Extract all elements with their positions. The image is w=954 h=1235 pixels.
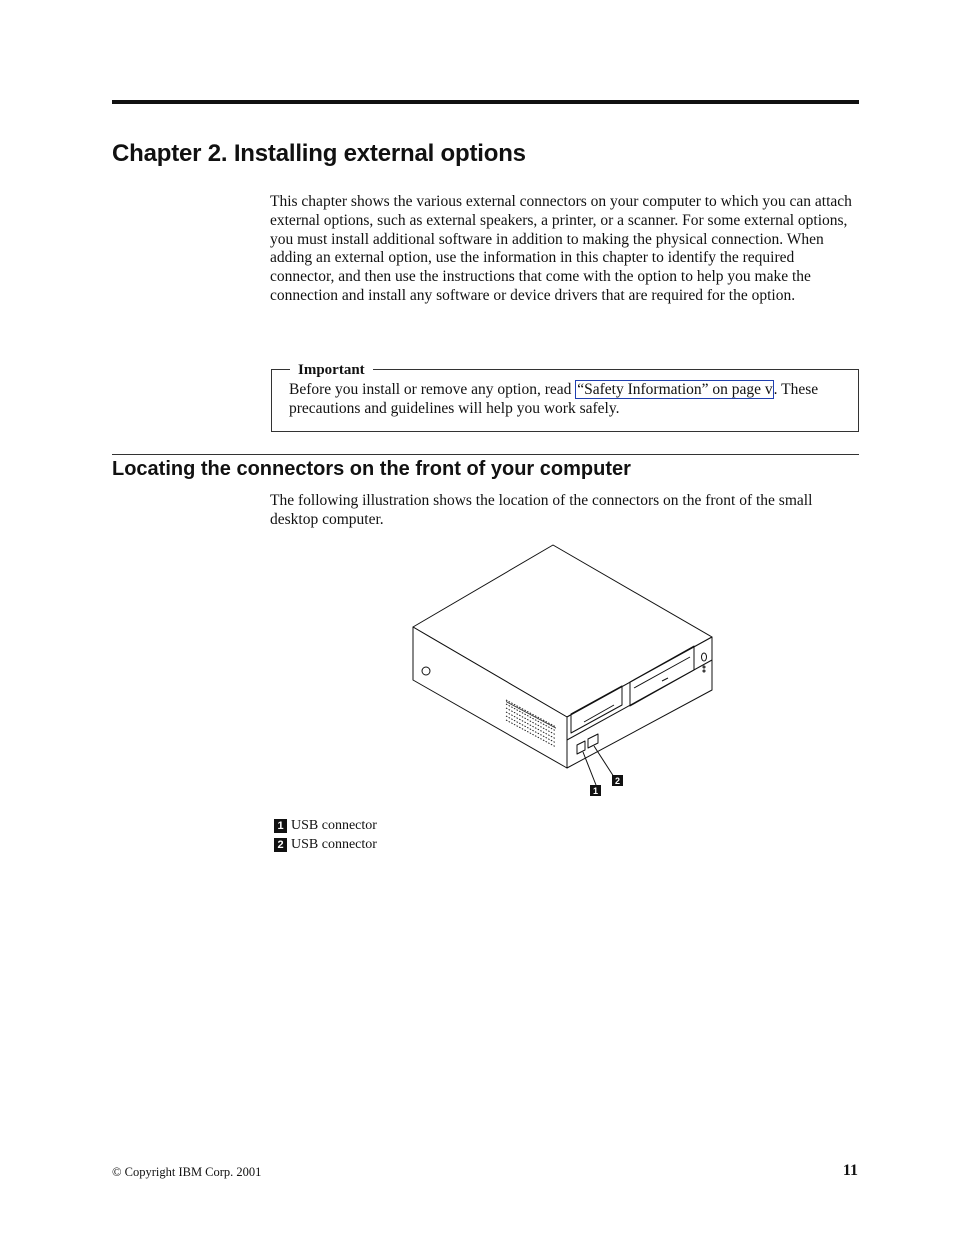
important-label: Important — [290, 361, 373, 379]
section-text: The following illustration shows the location of the connectors on the front of the small desktop computer. — [270, 492, 813, 528]
svg-text:1: 1 — [592, 786, 599, 796]
legend-label: USB connector — [291, 837, 377, 852]
important-text — [289, 381, 849, 419]
legend-number: 1 — [274, 819, 287, 833]
chapter-intro: This chapter shows the various external connectors on your computer to which you can attach external options, such as external speakers, a printer, or a scanner. For some external options, you must install additional software in addition to making the physical connection. When adding an external option, use the information in this chapter to identify the required connector, and then use the instructions that come with the option to help you make the connection and install any software or device drivers that are required for the option. — [270, 193, 852, 304]
important-text-after: . These precautions and guidelines will help you work safely. — [289, 381, 819, 417]
section-title: Locating the connectors on the front of your computer — [112, 458, 631, 480]
legend-number: 2 — [274, 838, 287, 852]
legend-item — [274, 816, 377, 835]
top-rule — [112, 100, 859, 104]
section-rule — [112, 454, 859, 455]
page-number: 11 — [842, 1162, 858, 1179]
legend-item — [274, 835, 377, 854]
legend-label: USB connector — [291, 818, 377, 833]
important-text-before: Before you install or remove any option, read — [289, 381, 576, 398]
safety-information-link[interactable]: “Safety Information” on page v — [577, 381, 773, 398]
svg-text:2: 2 — [614, 776, 621, 786]
desktop-computer-illustration — [395, 540, 725, 800]
callout-1 — [590, 785, 601, 796]
connector-legend — [274, 816, 377, 854]
chapter-title: Chapter 2. Installing external options — [112, 140, 526, 167]
footer-copyright: © Copyright IBM Corp. 2001 — [112, 1165, 262, 1179]
callout-2 — [612, 775, 623, 786]
important-notice — [271, 362, 859, 432]
